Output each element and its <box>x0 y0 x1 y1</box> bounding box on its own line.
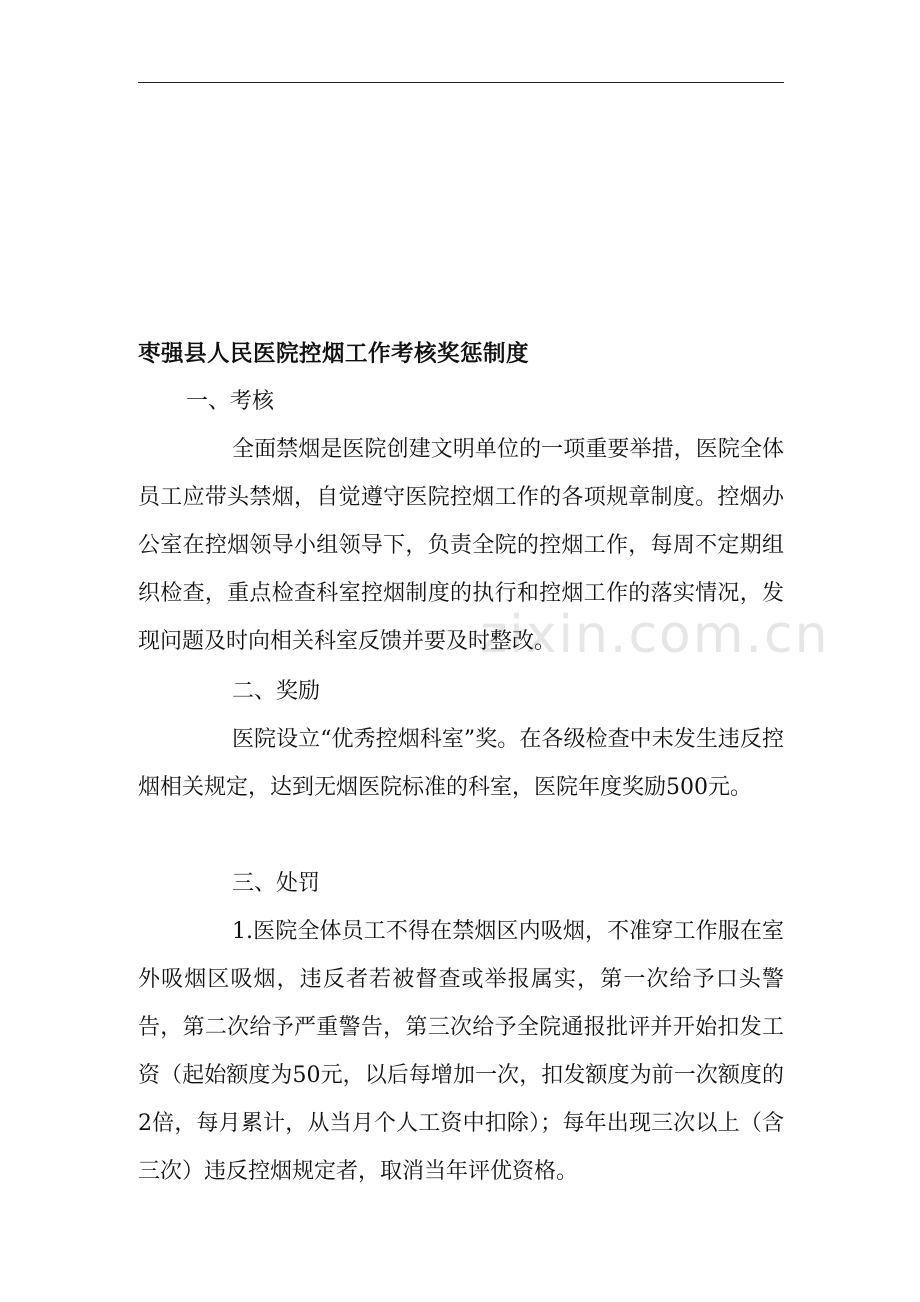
section-heading-penalty: 三、处罚 <box>232 871 321 896</box>
document-title: 枣强县人民医院控烟工作考核奖惩制度 <box>138 341 530 367</box>
section-paragraph-penalty: 1.医院全体员工不得在禁烟区内吸烟，不准穿工作服在室外吸烟区吸烟，违反者若被督查或举报属实，第一次给予口头警告，第二次给予严重警告，第三次给予全院通报批评并开始扣发工资（起始额度为50元，以后每增加一次，扣发额度为前一次额度的2倍，每月累计，从当月个人工资中扣除）；每年出现三次以上（含三次）违反控烟规定者，取消当年评优资格。 <box>138 919 784 1184</box>
watermark: zixin.com.cn <box>480 605 830 665</box>
section-paragraph-reward: 医院设立“优秀控烟科室”奖。在各级检查中未发生违反控烟相关规定，达到无烟医院标准的科室，医院年度奖励500元。 <box>138 727 784 800</box>
header-rule <box>138 82 784 83</box>
section-paragraph-assessment: 全面禁烟是医院创建文明单位的一项重要举措，医院全体员工应带头禁烟，自觉遵守医院控烟工作的各项规章制度。控烟办公室在控烟领导小组领导下，负责全院的控烟工作，每周不定期组织检查，重点检查科室控烟制度的执行和控烟工作的落实情况，发现问题及时向相关科室反馈并要及时整改。 <box>138 437 784 654</box>
section-heading-assessment: 一、考核 <box>186 389 275 414</box>
section-heading-reward: 二、奖励 <box>232 679 321 704</box>
